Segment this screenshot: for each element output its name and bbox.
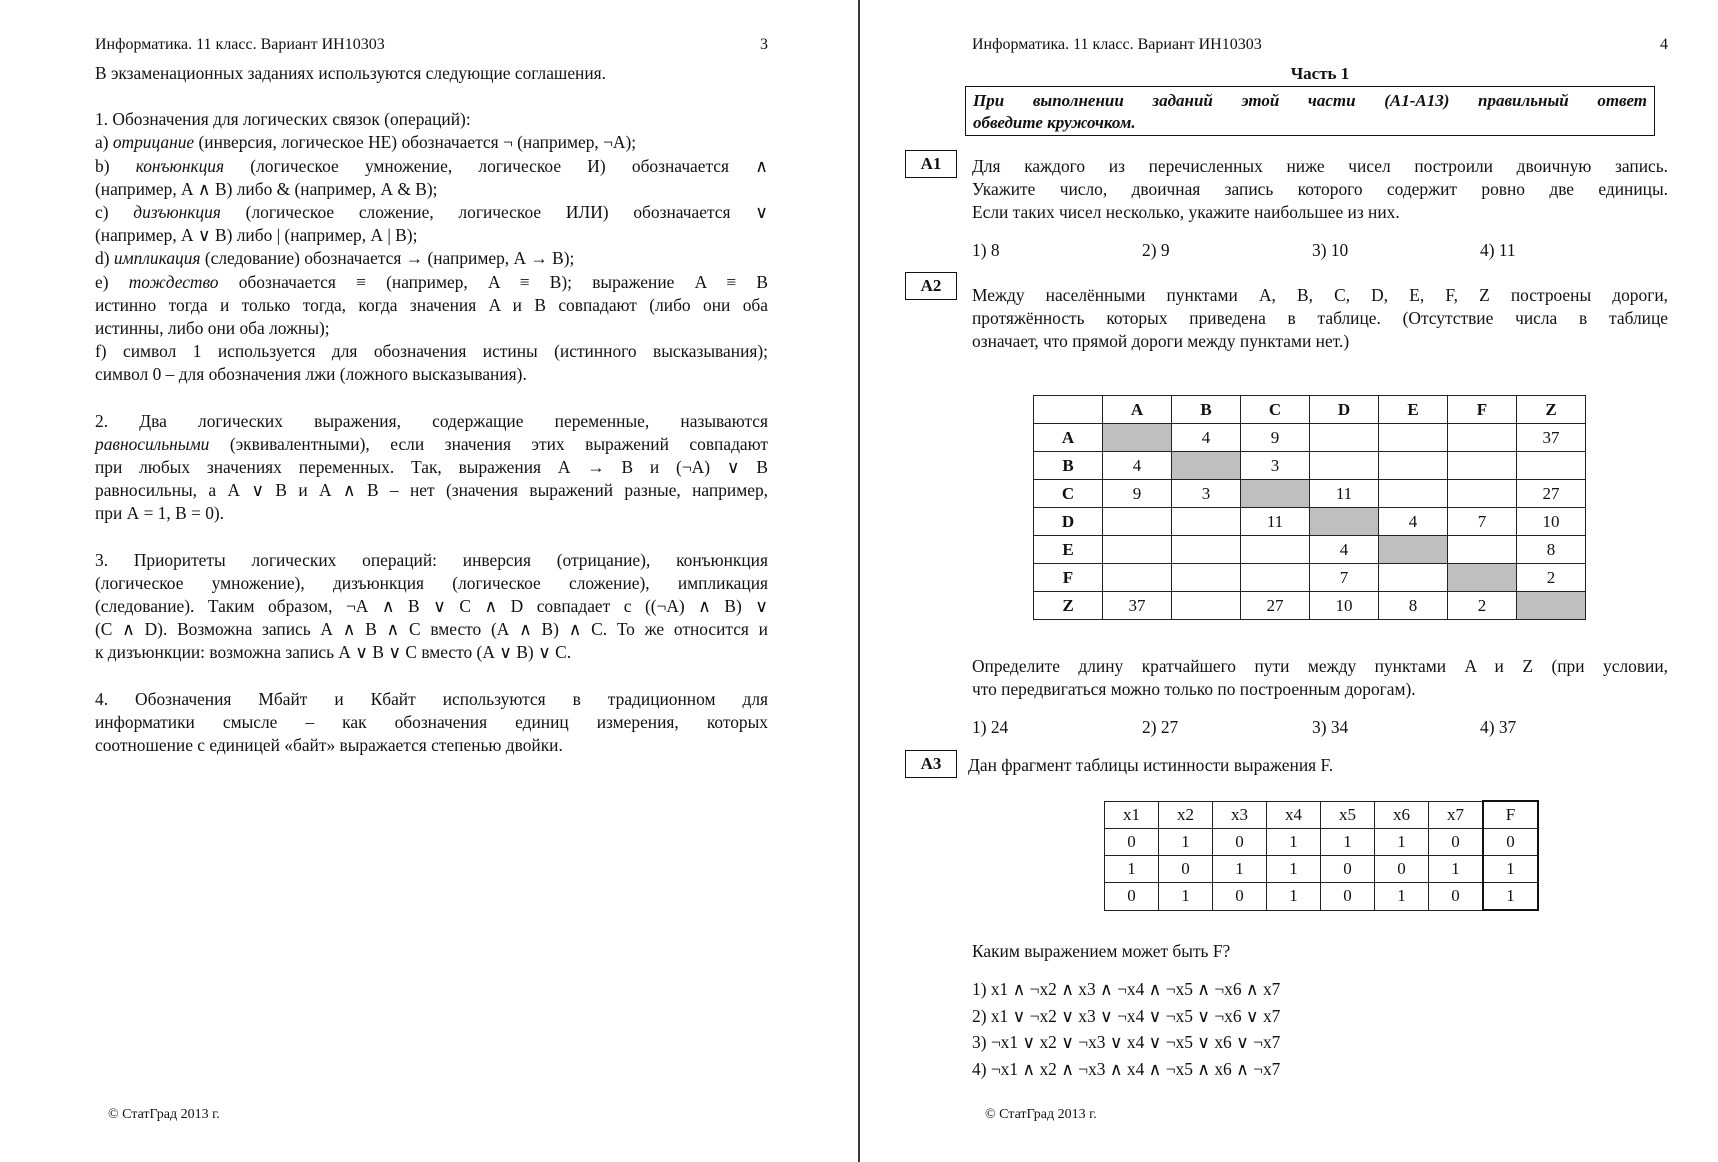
roads-cell: 8 (1517, 536, 1586, 564)
roads-col-header: Z (1517, 396, 1586, 424)
truth-header-row (1105, 801, 1539, 829)
a3-option-1[interactable]: 1) x1 ∧ ¬x2 ∧ x3 ∧ ¬x4 ∧ ¬x5 ∧ ¬x6 ∧ x7 (972, 979, 1281, 999)
roads-cell (1241, 480, 1310, 508)
roads-cell (1310, 452, 1379, 480)
task-a1-line1: Для каждого из перечисленных ниже чисел построили двоичную запись. (972, 156, 1668, 176)
page-number: 4 (1660, 36, 1668, 53)
item-e-line3: истинны, либо они оба ложны); (95, 318, 330, 339)
term-equivalent: равносильными (95, 433, 210, 454)
truth-cell: 1 (1375, 829, 1429, 856)
item-e-line1 (95, 271, 768, 294)
roads-row (1034, 452, 1586, 480)
truth-cell: 0 (1105, 829, 1159, 856)
a3-option-3[interactable]: 3) ¬x1 ∨ x2 ∨ ¬x3 ∨ x4 ∨ ¬x5 ∨ x6 ∨ ¬x7 (972, 1032, 1281, 1052)
task-a3-text: Дан фрагмент таблицы истинности выражения F. (968, 755, 1334, 775)
roads-cell: 4 (1172, 424, 1241, 452)
roads-cell: 2 (1517, 564, 1586, 592)
section-2-line4: равносильны, а А ∨ В и А ∧ В – нет (значения выражений разные, например, (95, 480, 768, 501)
section-1-title: 1. Обозначения для логических связок (операций): (95, 109, 471, 130)
roads-cell (1172, 452, 1241, 480)
item-f-line2: символ 0 – для обозначения лжи (ложного высказывания). (95, 364, 527, 385)
roads-cell (1103, 424, 1172, 452)
roads-cell: 37 (1103, 592, 1172, 620)
roads-cell (1448, 452, 1517, 480)
task-a2-line2: протяжённость которых приведена в таблице. (Отсутствие числа в таблице (972, 308, 1668, 329)
roads-cell (1103, 536, 1172, 564)
roads-row-header: A (1034, 424, 1103, 452)
roads-header-row (1034, 396, 1586, 424)
truth-cell: 0 (1159, 856, 1213, 883)
task-a2-question (972, 655, 1668, 701)
roads-table (1033, 395, 1586, 620)
term-conjunction: конъюнкция (135, 155, 225, 176)
roads-cell (1379, 452, 1448, 480)
roads-row (1034, 508, 1586, 536)
section-4-line3: соотношение с единицей «байт» выражается степенью двойки. (95, 735, 563, 756)
section-3-line2: (логическое умножение), дизъюнкция (логическое сложение), импликация (95, 572, 768, 593)
truth-cell: 1 (1321, 829, 1375, 856)
page-footer: © СтатГрад 2013 г. (108, 1107, 220, 1122)
task-tag-a3: А3 (905, 750, 957, 778)
roads-row-header: F (1034, 564, 1103, 592)
section-4-line2: информатики смысле – как обозначения единиц измерения, которых (95, 711, 768, 732)
roads-cell (1448, 424, 1517, 452)
roads-cell (1379, 536, 1448, 564)
a3-option-4[interactable]: 4) ¬x1 ∧ x2 ∧ ¬x3 ∧ x4 ∧ ¬x5 ∧ x6 ∧ ¬x7 (972, 1058, 1281, 1079)
task-a1-line3: Если таких чисел несколько, укажите наибольшее из них. (972, 202, 1400, 223)
section-3-line3: (следование). Таким образом, ¬А ∧ В ∨ С ∧ D совпадает с ((¬А) ∧ В) ∨ (95, 596, 768, 617)
truth-cell: 0 (1105, 883, 1159, 911)
truth-cell: 1 (1159, 829, 1213, 856)
task-a2-question-line2: что передвигаться можно только по построенным дорогам). (972, 679, 1416, 700)
a2-option-2[interactable]: 2) 27 (1142, 717, 1179, 737)
roads-cell (1310, 508, 1379, 536)
truth-col-header: x4 (1267, 801, 1321, 829)
page-4 (860, 0, 1718, 1162)
truth-row (1105, 829, 1539, 856)
roads-cell: 9 (1241, 424, 1310, 452)
roads-col-header: A (1103, 396, 1172, 424)
roads-cell (1517, 592, 1586, 620)
roads-cell (1379, 564, 1448, 592)
truth-cell: 0 (1375, 856, 1429, 883)
roads-cell: 4 (1103, 452, 1172, 480)
item-d (95, 247, 768, 270)
item-a-prefix: a) (95, 132, 113, 153)
roads-cell (1103, 508, 1172, 536)
truth-col-header: x5 (1321, 801, 1375, 829)
roads-cell: 7 (1448, 508, 1517, 536)
task-a1-line2: Укажите число, двоичная запись которого содержит ровно две единицы. (972, 179, 1668, 200)
a3-option-2[interactable]: 2) x1 ∨ ¬x2 ∨ x3 ∨ ¬x4 ∨ ¬x5 ∨ ¬x6 ∨ x7 (972, 1005, 1281, 1026)
roads-col-header: C (1241, 396, 1310, 424)
truth-col-header: x6 (1375, 801, 1429, 829)
roads-cell (1172, 564, 1241, 592)
roads-cell: 3 (1172, 480, 1241, 508)
task-a2-line3: означает, что прямой дороги между пунктами нет.) (972, 331, 1350, 352)
roads-cell: 7 (1310, 564, 1379, 592)
a2-option-4[interactable]: 4) 37 (1480, 717, 1517, 737)
truth-cell: 1 (1429, 856, 1484, 883)
section-4 (95, 688, 768, 758)
roads-cell: 11 (1310, 480, 1379, 508)
roads-row-header: B (1034, 452, 1103, 480)
task-a2-options (972, 717, 1572, 741)
truth-col-header: x1 (1105, 801, 1159, 829)
section-2-line1: 2. Два логических выражения, содержащие переменные, называются (95, 410, 768, 431)
item-b-prefix: b) (95, 155, 136, 176)
term-implication: импликация (113, 248, 201, 269)
section-3-line4: (С ∧ D). Возможна запись А ∧ В ∧ С вместо (А ∧ В) ∧ С. То же относится и (95, 619, 768, 640)
truth-cell: 0 (1429, 829, 1484, 856)
item-c-text: (логическое сложение, логическое ИЛИ) обозначается ∨ (220, 202, 768, 223)
task-a2-text (972, 284, 1668, 354)
roads-row-header: C (1034, 480, 1103, 508)
roads-cell: 4 (1379, 508, 1448, 536)
a1-option-3[interactable]: 3) 10 (1312, 240, 1349, 260)
truth-cell: 1 (1105, 856, 1159, 883)
truth-cell: 1 (1483, 883, 1538, 911)
truth-table (1104, 800, 1539, 911)
truth-cell: 0 (1321, 883, 1375, 911)
item-a (95, 131, 768, 154)
roads-col-header: F (1448, 396, 1517, 424)
task-a3-question: Каким выражением может быть F? (972, 941, 1231, 961)
term-disjunction: дизъюнкция (133, 202, 221, 223)
truth-cell: 1 (1483, 856, 1538, 883)
roads-row (1034, 536, 1586, 564)
instruction-line1: При выполнении заданий этой части (А1-А13) правильный ответ (973, 91, 1647, 110)
term-equivalence: тождество (128, 271, 219, 292)
item-d-prefix: d) (95, 248, 114, 269)
part-title: Часть 1 (1290, 64, 1350, 83)
roads-cell (1448, 536, 1517, 564)
item-e-line2: истинно тогда и только тогда, когда значения A и B совпадают (либо они оба (95, 294, 768, 315)
roads-cell (1172, 592, 1241, 620)
section-3 (95, 549, 768, 665)
truth-cell: 1 (1375, 883, 1429, 911)
truth-cell: 0 (1483, 829, 1538, 856)
roads-row (1034, 564, 1586, 592)
truth-row (1105, 883, 1539, 911)
section-2-line5: при А = 1, В = 0). (95, 503, 225, 524)
truth-cell: 1 (1159, 883, 1213, 911)
truth-col-header: x3 (1213, 801, 1267, 829)
truth-cell: 1 (1267, 856, 1321, 883)
roads-col-header: B (1172, 396, 1241, 424)
section-3-line5: к дизъюнкции: возможна запись А ∨ В ∨ С вместо (А ∨ В) ∨ С. (95, 642, 572, 663)
roads-cell (1310, 424, 1379, 452)
roads-row (1034, 480, 1586, 508)
task-a1-options (972, 240, 1572, 264)
roads-cell: 37 (1517, 424, 1586, 452)
roads-cell (1517, 452, 1586, 480)
roads-cell (1379, 480, 1448, 508)
task-a2-question-line1: Определите длину кратчайшего пути между пунктами A и Z (при условии, (972, 656, 1668, 676)
roads-cell (1172, 536, 1241, 564)
roads-cell (1448, 564, 1517, 592)
task-tag-a1: А1 (905, 150, 957, 178)
item-e-prefix: e) (95, 271, 129, 292)
section-2-line2-text: (эквивалентными), если значения этих выражений совпадают (209, 433, 768, 454)
item-a-text: (инверсия, логическое НЕ) обозначается ¬ (например, ¬А); (194, 132, 637, 153)
roads-cell (1241, 564, 1310, 592)
task-a3-options (972, 976, 1572, 1082)
roads-row-header: E (1034, 536, 1103, 564)
page-3 (0, 0, 858, 1162)
roads-cell (1448, 480, 1517, 508)
roads-cell (1241, 536, 1310, 564)
roads-row-header: Z (1034, 592, 1103, 620)
roads-col-header (1034, 396, 1103, 424)
roads-cell: 4 (1310, 536, 1379, 564)
section-2 (95, 410, 768, 526)
task-a1-text (972, 155, 1668, 225)
item-e-text: обозначается ≡ (например, A ≡ B); выражение A ≡ B (218, 271, 768, 292)
page-number: 3 (760, 36, 768, 53)
task-a2-line1: Между населёнными пунктами A, B, C, D, E, F, Z построены дороги, (972, 285, 1668, 305)
truth-cell: 0 (1213, 883, 1267, 911)
task-tag-a2: А2 (905, 272, 957, 300)
a1-option-1[interactable]: 1) 8 (972, 240, 1000, 260)
roads-cell: 27 (1241, 592, 1310, 620)
roads-col-header: E (1379, 396, 1448, 424)
item-c-prefix: c) (95, 202, 134, 223)
section-1 (95, 108, 768, 386)
page-header-title: Информатика. 11 класс. Вариант ИН10303 (95, 36, 385, 53)
instruction-box (965, 86, 1655, 136)
roads-cell: 9 (1103, 480, 1172, 508)
truth-cell: 1 (1213, 856, 1267, 883)
truth-cell: 0 (1429, 883, 1484, 911)
roads-cell: 10 (1517, 508, 1586, 536)
conventions-text (95, 62, 768, 757)
truth-cell: 1 (1267, 883, 1321, 911)
a2-option-1[interactable]: 1) 24 (972, 717, 1009, 737)
item-b-line1 (95, 155, 768, 178)
roads-row-header: D (1034, 508, 1103, 536)
truth-col-header: x2 (1159, 801, 1213, 829)
item-b-text: (логическое умножение, логическое И) обозначается ∧ (224, 155, 768, 176)
intro-line: В экзаменационных заданиях используются следующие соглашения. (95, 63, 606, 83)
a1-option-4[interactable]: 4) 11 (1480, 240, 1516, 260)
instruction-line2: обведите кружочком. (973, 113, 1136, 132)
item-c-line1 (95, 201, 768, 224)
roads-cell: 27 (1517, 480, 1586, 508)
truth-col-header: x7 (1429, 801, 1484, 829)
roads-cell: 8 (1379, 592, 1448, 620)
page-footer: © СтатГрад 2013 г. (985, 1107, 1097, 1122)
roads-cell (1103, 564, 1172, 592)
truth-col-header: F (1483, 801, 1538, 829)
a2-option-3[interactable]: 3) 34 (1312, 717, 1349, 737)
roads-row (1034, 424, 1586, 452)
a1-option-2[interactable]: 2) 9 (1142, 240, 1170, 260)
truth-cell: 0 (1213, 829, 1267, 856)
item-f-line1: f) символ 1 используется для обозначения истины (истинного высказывания); (95, 341, 768, 362)
roads-row (1034, 592, 1586, 620)
section-3-line1: 3. Приоритеты логических операций: инверсия (отрицание), конъюнкция (95, 549, 768, 570)
item-c-line2: (например, А ∨ В) либо | (например, А | В); (95, 225, 418, 246)
item-d-text: (следование) обозначается → (например, А → В); (200, 248, 575, 269)
page-header-title: Информатика. 11 класс. Вариант ИН10303 (972, 36, 1262, 53)
item-b-line2: (например, А ∧ В) либо & (например, А & В); (95, 178, 438, 199)
roads-cell (1379, 424, 1448, 452)
truth-row (1105, 856, 1539, 883)
term-negation: отрицание (112, 132, 195, 153)
section-4-line1: 4. Обозначения Мбайт и Кбайт используются в традиционном для (95, 688, 768, 709)
truth-cell: 1 (1267, 829, 1321, 856)
roads-cell: 10 (1310, 592, 1379, 620)
section-2-line3: при любых значениях переменных. Так, выражения А → В и (¬А) ∨ В (95, 457, 768, 478)
roads-col-header: D (1310, 396, 1379, 424)
roads-cell: 2 (1448, 592, 1517, 620)
roads-cell (1172, 508, 1241, 536)
section-2-line2 (95, 433, 768, 456)
roads-cell: 3 (1241, 452, 1310, 480)
roads-cell: 11 (1241, 508, 1310, 536)
truth-cell: 0 (1321, 856, 1375, 883)
